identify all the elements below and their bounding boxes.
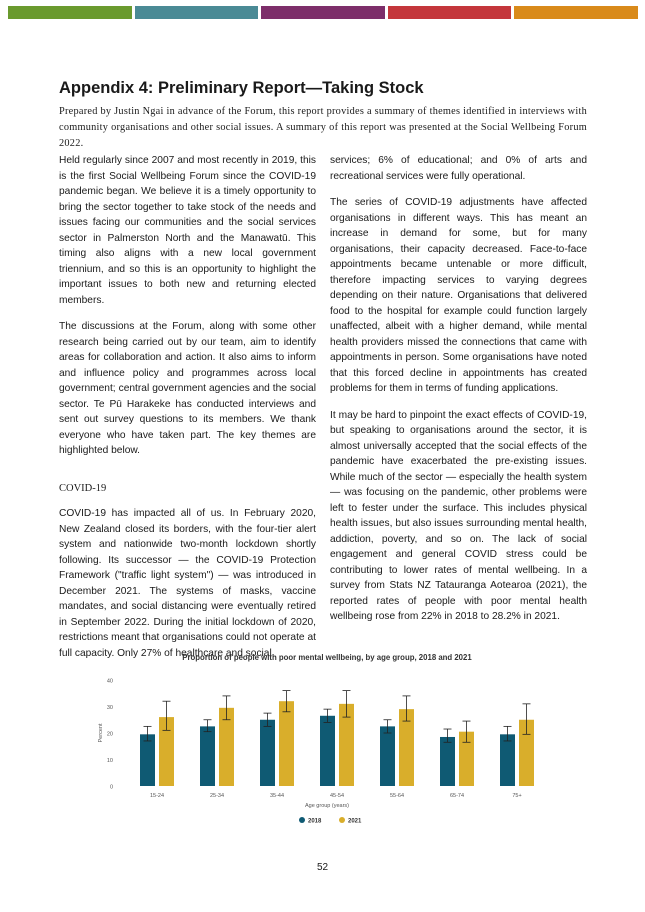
x-tick-label: 55-64 — [389, 793, 405, 799]
left-column — [59, 153, 316, 672]
y-tick-label: 40 — [106, 678, 113, 685]
y-tick-label: 30 — [106, 705, 113, 711]
bar-2018-65-74 — [440, 737, 455, 786]
y-tick-label: 10 — [106, 758, 113, 764]
color-segment-green — [8, 6, 132, 19]
y-axis-label: Percent — [98, 723, 104, 743]
x-tick-label: 65-74 — [449, 793, 465, 799]
bar-2018-15-24 — [140, 734, 155, 786]
right-paragraph-1: services; 6% of educational; and 0% of arts and recreational services were fully operational. — [330, 155, 587, 182]
covid-subheading: COVID-19 — [59, 482, 107, 494]
top-color-bar — [8, 6, 638, 19]
color-segment-teal — [135, 6, 259, 19]
bar-2021-35-44 — [279, 701, 294, 786]
bar-2018-75+ — [500, 734, 515, 786]
page-heading: Appendix 4: Preliminary Report—Taking Stock — [59, 79, 424, 97]
right-paragraph-2: The series of COVID-19 adjustments have affected organisations in different ways. This has meant an increase in demand for some, but for many organisations, their capacity decreased. Face-to-face appointments became untenable or more difficult, therefore impacting services to varying degrees depending on their nature. Organisations that delivered food to the hospital for example could function largely unaffected, albeit with a higher demand, while mental health providers missed the connections that came with appointments in person. Some organisations have noted that this forced decline in appointments has created problems for them in terms of funding applications. — [330, 197, 587, 394]
y-tick-label: 20 — [106, 731, 113, 738]
bar-2018-55-64 — [380, 726, 395, 786]
mental-wellbeing-chart — [92, 648, 562, 828]
chart-svg — [92, 648, 562, 828]
right-column — [330, 153, 587, 636]
color-segment-purple — [261, 6, 385, 19]
right-paragraph-3: It may be hard to pinpoint the exact effects of COVID-19, but speaking to organisations around the sector, it is almost universally accepted that the social effects of the pandemic have exacerbated the pre-existing issues. While much of the sector — especially the health system — was focusing on the pandemic, other problems were left to fester under the surface. This includes physical health issues, but also issues surrounding mental health, addiction, poverty, and so on. The lack of social engagement and general COVID stress could be contributing to lower rates of mental wellbeing. In a survey from Stats NZ Tatauranga Aotearoa (2021), the reported rates of people with poor mental health wellbeing rose from 22% in 2018 to 28.2% in 2021. — [330, 409, 587, 622]
legend-marker-2021 — [339, 817, 345, 823]
bar-2018-35-44 — [260, 720, 275, 786]
legend-label-2018: 2018 — [308, 818, 322, 825]
left-paragraph-2: The discussions at the Forum, along with some other research being carried out by our team, aim to identify areas for collaboration and action. It also aims to inform and influence policy and programmes across local government; central government agencies and the social sector. Te Pū Harakeke has conducted interviews and sent out survey questions to its members. We thank everyone who have taken part. The key themes are highlighted below. — [59, 321, 316, 456]
legend-label-2021: 2021 — [348, 818, 362, 825]
x-tick-label: 25-34 — [209, 793, 225, 799]
legend-marker-2018 — [299, 817, 305, 823]
chart-title: Proportion of people with poor mental wellbeing, by age group, 2018 and 2021 — [182, 653, 472, 662]
x-tick-label: 15-24 — [149, 793, 165, 799]
bar-2018-25-34 — [200, 726, 215, 786]
color-segment-orange — [514, 6, 638, 19]
x-tick-label: 35-44 — [269, 793, 285, 799]
x-tick-label: 75+ — [512, 793, 522, 799]
left-paragraph-3: COVID-19 has impacted all of us. In February 2020, New Zealand closed its borders, with the four-tier alert system and nationwide two-month lockdown shortly following. Its successor — the COVID-19 Protection Framework ("traffic light system") — was introduced in December 2021. The systems of masks, vaccine mandates, and social distancing were eventually retired in September 2022. During the initial lockdown of 2020, restrictions meant that organisations could not operate at full capacity. Only 27% of healthcare and social — [59, 508, 316, 659]
intro-paragraph: Prepared by Justin Ngai in advance of the Forum, this report provides a summary of themes identified in interviews with community organisations and other social issues. A summary of this report was presented at the Social Wellbeing Forum 2022. — [59, 106, 587, 149]
page-number: 52 — [316, 862, 329, 873]
left-paragraph-1: Held regularly since 2007 and most recently in 2019, this is the first Social Wellbeing Forum since the COVID-19 pandemic began. We believe it is a timely opportunity to bring the sector together to take stock of the needs and issues facing our communities and the social services sector in Palmerston North and the Manawatū. This timing also aligns with a new local government triennium, and so this is an opportunity to highlight the important issues to both new and returning elected members. — [59, 155, 316, 306]
x-axis-label: Age group (years) — [304, 803, 350, 809]
y-tick-label: 0 — [109, 784, 113, 791]
bar-2018-45-54 — [320, 716, 335, 786]
color-segment-red — [388, 6, 512, 19]
x-tick-label: 45-54 — [329, 793, 345, 799]
